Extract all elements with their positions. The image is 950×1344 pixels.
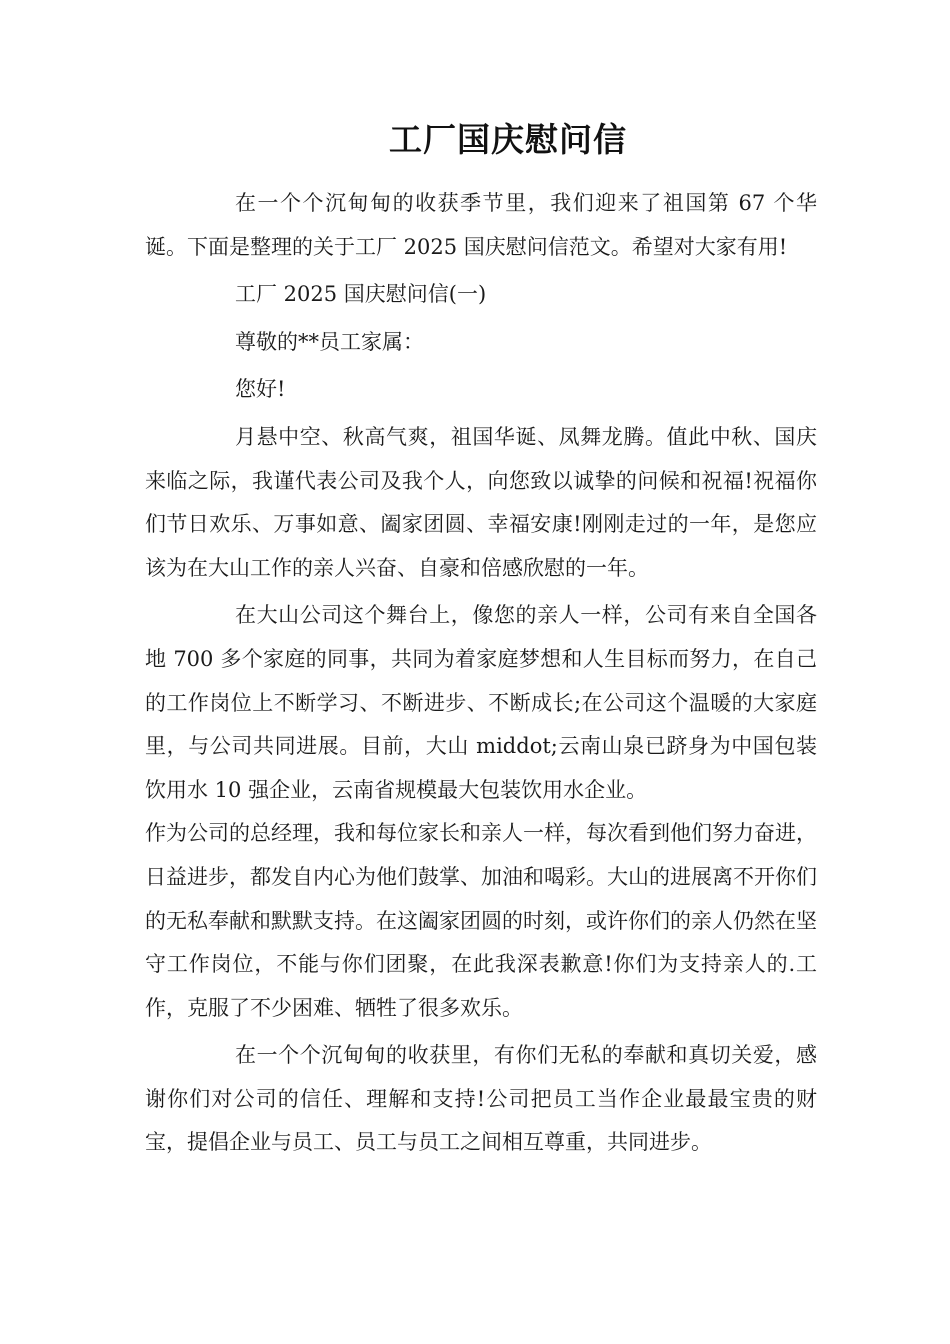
body-paragraph-1: 月悬中空、秋高气爽，祖国华诞、凤舞龙腾。值此中秋、国庆来临之际，我谨代表公司及我个人，向您致以诚挚的问候和祝福!祝福你们节日欢乐、万事如意、阖家团圆、幸福安康!刚刚走过的一年，是您应该为在大山工作的亲人兴奋、自豪和倍感欣慰的一年。 bbox=[145, 424, 817, 580]
body-paragraph-4: 在一个个沉甸甸的收获里，有你们无私的奉献和真切关爱，感谢你们对公司的信任、理解和支持!公司把员工当作企业最最宝贵的财宝，提倡企业与员工、员工与员工之间相互尊重，共同进步。 bbox=[145, 1043, 817, 1155]
body-paragraph-3: 作为公司的总经理，我和每位家长和亲人一样，每次看到他们努力奋进，日益进步，都发自内心为他们鼓掌、加油和喝彩。大山的进展离不开你们的无私奉献和默默支持。在这阖家团圆的时刻，或许你们的亲人仍然在坚守工作岗位，不能与你们团聚，在此我深表歉意!你们为支持亲人的.工作，克服了不少困难、牺牲了很多欢乐。 bbox=[145, 821, 817, 1020]
intro-paragraph: 在一个个沉甸甸的收获季节里，我们迎来了祖国第 67 个华诞。下面是整理的关于工厂 2025 国庆慰问信范文。希望对大家有用! bbox=[145, 191, 817, 259]
document-body bbox=[145, 182, 817, 1165]
body-paragraph-2: 在大山公司这个舞台上，像您的亲人一样，公司有来自全国各地 700 多个家庭的同事，共同为着家庭梦想和人生目标而努力，在自己的工作岗位上不断学习、不断进步、不断成长;在公司这个温暖的大家庭里，与公司共同进展。目前，大山 middot;云南山泉已跻身为中国包装饮用水 10 强企业，云南省规模最大包装饮用水企业。 bbox=[145, 603, 817, 802]
greeting: 您好! bbox=[235, 377, 286, 402]
letter-subtitle: 工厂 2025 国庆慰问信(一) bbox=[235, 282, 487, 307]
salutation: 尊敬的**员工家属： bbox=[235, 329, 424, 354]
document-title: 工厂国庆慰问信 bbox=[389, 120, 627, 159]
